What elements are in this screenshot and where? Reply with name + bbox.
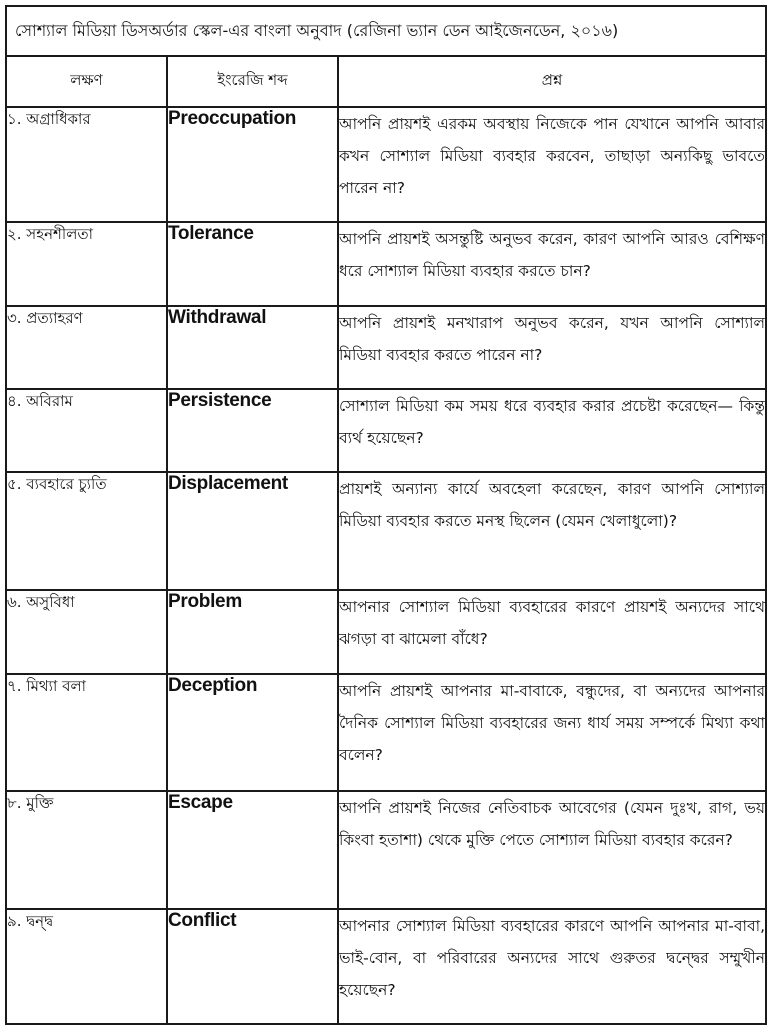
table-row — [6, 590, 766, 674]
table-row — [6, 791, 766, 909]
question-cell: আপনি প্রায়শই আপনার মা-বাবাকে, বন্ধুদের, বা অন্যদের আপনার দৈনিক সোশ্যাল মিডিয়া ব্যবহারের জন্য ধার্য সময় সম্পর্কে মিথ্যা কথা বলেন? — [338, 674, 766, 791]
social-media-disorder-scale-table — [5, 5, 767, 1025]
table-row — [6, 472, 766, 590]
english-term-cell: Conflict — [167, 909, 338, 1024]
question-cell: আপনি প্রায়শই মনখারাপ অনুভব করেন, যখন আপনি সোশ্যাল মিডিয়া ব্যবহার করতে পারেন না? — [338, 306, 766, 389]
column-header-question: প্রশ্ন — [338, 56, 766, 107]
question-cell: আপনার সোশ্যাল মিডিয়া ব্যবহারের কারণে প্রায়শই অন্যদের সাথে ঝগড়া বা ঝামেলা বাঁধে? — [338, 590, 766, 674]
symptom-cell: ৭. মিথ্যা বলা — [6, 674, 167, 791]
symptom-cell: ৫. ব্যবহারে চ্যুতি — [6, 472, 167, 590]
question-cell: আপনি প্রায়শই এরকম অবস্থায় নিজেকে পান যেখানে আপনি আবার কখন সোশ্যাল মিডিয়া ব্যবহার করবেন, তাছাড়া অন্যকিছু ভাবতে পারেন না? — [338, 107, 766, 222]
table-title-row — [6, 6, 766, 56]
english-term-cell: Preoccupation — [167, 107, 338, 222]
symptom-cell: ৯. দ্বন্দ্ব — [6, 909, 167, 1024]
column-header-symptom: লক্ষণ — [6, 56, 167, 107]
english-term-cell: Tolerance — [167, 222, 338, 306]
column-header-english-term: ইংরেজি শব্দ — [167, 56, 338, 107]
question-cell: সোশ্যাল মিডিয়া কম সময় ধরে ব্যবহার করার প্রচেষ্টা করেছেন— কিন্তু ব্যর্থ হয়েছেন? — [338, 389, 766, 472]
symptom-cell: ৪. অবিরাম — [6, 389, 167, 472]
question-cell: প্রায়শই অন্যান্য কার্যে অবহেলা করেছেন, কারণ আপনি সোশ্যাল মিডিয়া ব্যবহার করতে মনস্থ ছিলেন (যেমন খেলাধুলো)? — [338, 472, 766, 590]
english-term-cell: Persistence — [167, 389, 338, 472]
english-term-cell: Withdrawal — [167, 306, 338, 389]
question-cell: আপনি প্রায়শই অসন্তুষ্টি অনুভব করেন, কারণ আপনি আরও বেশিক্ষণ ধরে সোশ্যাল মিডিয়া ব্যবহার করতে চান? — [338, 222, 766, 306]
english-term-cell: Escape — [167, 791, 338, 909]
symptom-cell: ২. সহনশীলতা — [6, 222, 167, 306]
table-row — [6, 674, 766, 791]
table-row — [6, 306, 766, 389]
table-title: সোশ্যাল মিডিয়া ডিসঅর্ডার স্কেল-এর বাংলা অনুবাদ (রেজিনা ভ্যান ডেন আইজেনডেন, ২০১৬) — [6, 6, 766, 56]
column-header-row — [6, 56, 766, 107]
table-row — [6, 909, 766, 1024]
table-row — [6, 222, 766, 306]
question-cell: আপনার সোশ্যাল মিডিয়া ব্যবহারের কারণে আপনি আপনার মা-বাবা, ভাই-বোন, বা পরিবারের অন্যদের সাথে গুরুতর দ্বন্দ্বের সম্মুখীন হয়েছেন? — [338, 909, 766, 1024]
symptom-cell: ১. অগ্রাধিকার — [6, 107, 167, 222]
english-term-cell: Problem — [167, 590, 338, 674]
symptom-cell: ৬. অসুবিধা — [6, 590, 167, 674]
symptom-cell: ৩. প্রত্যাহরণ — [6, 306, 167, 389]
english-term-cell: Deception — [167, 674, 338, 791]
english-term-cell: Displacement — [167, 472, 338, 590]
question-cell: আপনি প্রায়শই নিজের নেতিবাচক আবেগের (যেমন দুঃখ, রাগ, ভয় কিংবা হতাশা) থেকে মুক্তি পেতে সোশ্যাল মিডিয়া ব্যবহার করেন? — [338, 791, 766, 909]
table-row — [6, 389, 766, 472]
symptom-cell: ৮. মুক্তি — [6, 791, 167, 909]
table-row — [6, 107, 766, 222]
